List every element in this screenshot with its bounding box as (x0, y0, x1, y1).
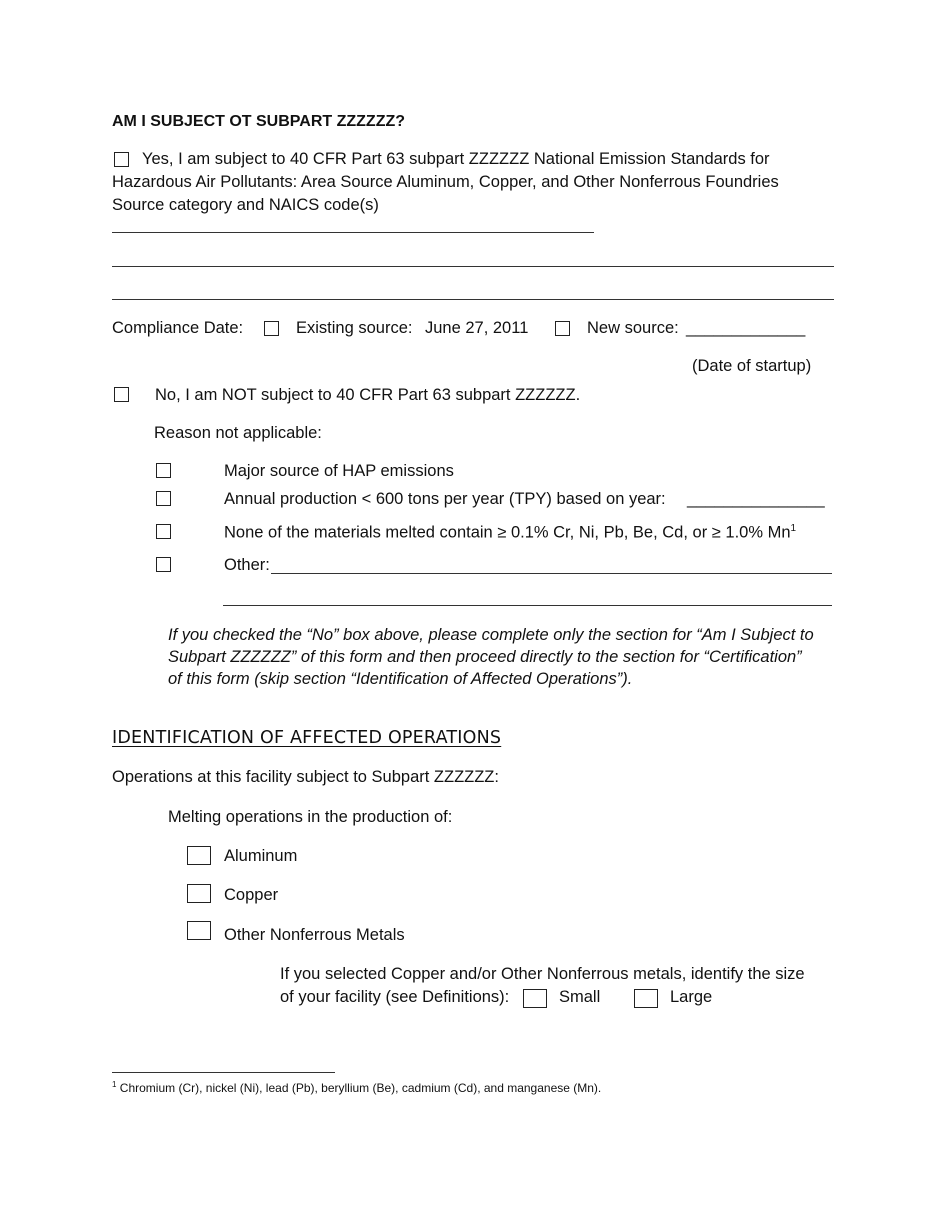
footnote-text: Chromium (Cr), nickel (Ni), lead (Pb), beryllium (Be), cadmium (Cd), and manganese (Mn). (119, 1081, 602, 1095)
not-subject-label: No, I am NOT subject to 40 CFR Part 63 subpart ZZZZZZ. (155, 386, 581, 404)
naics-input-line-2[interactable] (112, 266, 834, 267)
reason-materials-checkbox[interactable] (156, 524, 171, 539)
size-large-label: Large (670, 988, 713, 1006)
new-source-date-field[interactable]: _____________ (686, 319, 806, 337)
footnote-divider (112, 1072, 335, 1073)
instruction-line2: Subpart ZZZZZZ” of this form and then proceed directly to the section for “Certification” (168, 648, 802, 666)
existing-source-label: Existing source: (296, 319, 413, 337)
size-small-label: Small (559, 988, 601, 1006)
other-nonferrous-checkbox[interactable] (187, 921, 211, 940)
reason-major-source-checkbox[interactable] (156, 463, 171, 478)
reason-major-source-label: Major source of HAP emissions (224, 462, 454, 480)
annual-production-year-field[interactable]: _______________ (687, 490, 825, 508)
operations-label: Operations at this facility subject to Subpart ZZZZZZ: (112, 768, 499, 786)
size-large-checkbox[interactable] (634, 989, 658, 1008)
reason-annual-production-label: Annual production < 600 tons per year (TPY) based on year: (224, 490, 666, 508)
other-nonferrous-label: Other Nonferrous Metals (224, 926, 405, 944)
new-source-label: New source: (587, 319, 679, 337)
reason-other-checkbox[interactable] (156, 557, 171, 572)
footnote-number: 1 (112, 1080, 117, 1089)
instruction-line3: of this form (skip section “Identification of Affected Operations”). (168, 670, 633, 688)
not-subject-checkbox[interactable] (114, 387, 129, 402)
reason-not-applicable-label: Reason not applicable: (154, 424, 322, 442)
instruction-line1: If you checked the “No” box above, please complete only the section for “Am I Subject to (168, 626, 814, 644)
reason-annual-production-checkbox[interactable] (156, 491, 171, 506)
compliance-date-label: Compliance Date: (112, 319, 244, 337)
reason-materials-label: None of the materials melted contain ≥ 0.1% Cr, Ni, Pb, Be, Cd, or ≥ 1.0% Mn$^1$ (224, 523, 797, 542)
yes-subject-checkbox[interactable] (114, 152, 129, 167)
copper-label: Copper (224, 886, 279, 904)
yes-option-line2: Hazardous Air Pollutants: Area Source Aluminum, Copper, and Other Nonferrous Foundries (112, 173, 779, 191)
facility-size-line2: of your facility (see Definitions): (280, 988, 510, 1006)
yes-option-line3: Source category and NAICS code(s) (112, 196, 379, 214)
size-small-checkbox[interactable] (523, 989, 547, 1008)
date-of-startup-note: (Date of startup) (692, 357, 812, 375)
aluminum-checkbox[interactable] (187, 846, 211, 865)
melting-operations-label: Melting operations in the production of: (168, 808, 453, 826)
new-source-checkbox[interactable] (555, 321, 570, 336)
other-reason-input-line-2[interactable] (223, 605, 832, 606)
section-title-identification: IDENTIFICATION OF AFFECTED OPERATIONS (112, 728, 502, 748)
other-reason-input-line-1[interactable] (271, 573, 832, 574)
existing-source-checkbox[interactable] (264, 321, 279, 336)
existing-source-date: June 27, 2011 (425, 319, 529, 337)
footnote (112, 1080, 601, 1095)
copper-checkbox[interactable] (187, 884, 211, 903)
reason-other-label: Other: (224, 556, 270, 574)
naics-input-line-3[interactable] (112, 299, 834, 300)
page-title: AM I SUBJECT OT SUBPART ZZZZZZ? (112, 113, 406, 130)
aluminum-label: Aluminum (224, 847, 298, 865)
facility-size-line1: If you selected Copper and/or Other Nonferrous metals, identify the size (280, 965, 805, 983)
naics-input-line-1[interactable] (112, 232, 594, 233)
footnote-ref: 1 (790, 523, 797, 534)
yes-option-line1: Yes, I am subject to 40 CFR Part 63 subpart ZZZZZZ National Emission Standards for (142, 150, 770, 168)
